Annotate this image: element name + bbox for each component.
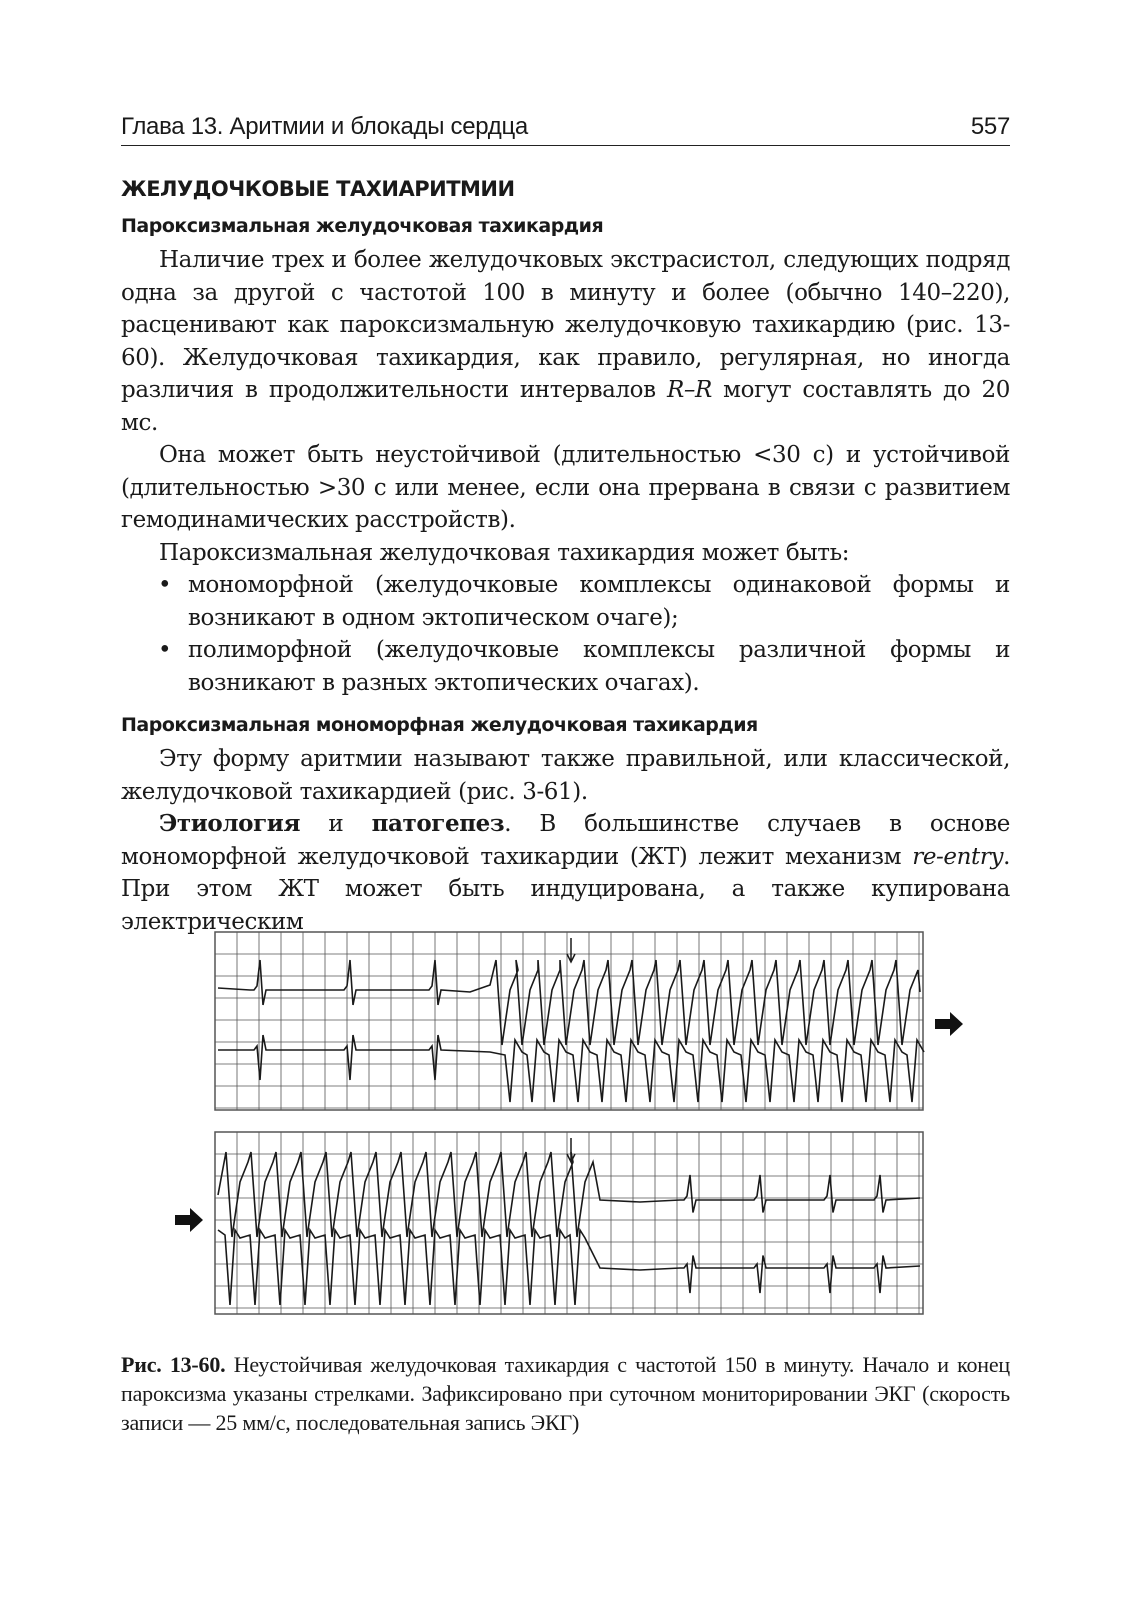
rr-interval-term: R–R <box>666 377 712 403</box>
arrow-right-icon <box>935 1012 963 1036</box>
subsection-title-2: Пароксизмальная мономорфная желудочковая тахикардия <box>121 714 758 736</box>
arrow-right-icon <box>175 1208 203 1232</box>
ecg-strip-bottom <box>215 1132 923 1314</box>
running-head <box>121 111 1010 146</box>
ecg-figure <box>170 930 970 1320</box>
ecg-strip-top <box>215 932 924 1110</box>
paragraph-etiology <box>121 808 1010 938</box>
page-number: 557 <box>970 113 1010 140</box>
figure-caption <box>121 1350 1010 1437</box>
list-item-text: мономорфной (желудочковые комплексы одинаковой формы и возникают в одном эктопическом очаге); <box>188 572 1010 631</box>
list-item <box>121 569 1010 634</box>
paragraph-text: . При этом ЖТ может быть индуцирована, а также купирована электрическим <box>121 843 1010 935</box>
paragraph-text: . В большинстве случаев в основе мономорфной желудочковой тахикардии (ЖТ) лежит механизм <box>121 811 1010 870</box>
subsection-title-1: Пароксизмальная желудочковая тахикардия <box>121 215 604 237</box>
paragraph-types-intro: Пароксизмальная желудочковая тахикардия может быть: <box>159 539 850 566</box>
section-title: ЖЕЛУДОЧКОВЫЕ ТАХИАРИТМИИ <box>121 177 515 201</box>
main-text <box>121 170 1010 938</box>
list-item-text: полиморфной (желудочковые комплексы различной формы и возникают в разных эктопических очагах). <box>188 637 1010 696</box>
types-list <box>121 569 1010 699</box>
paragraph-definition <box>121 244 1010 439</box>
paragraph-text: и <box>300 811 372 837</box>
term-pathogenesis: патогепез <box>371 810 505 837</box>
chapter-title: Глава 13. Аритмии и блокады сердца <box>121 113 528 140</box>
paragraph-classic: Эту форму аритмии называют также правильной, или классической, желудочковой тахикардией (рис. 3-61). <box>121 746 1010 805</box>
figure-label: Рис. 13-60. <box>121 1352 226 1377</box>
paragraph-duration: Она может быть неустойчивой (длительностью <30 с) и устойчивой (длительностью >30 с или менее, если она прервана в связи с развитием гемодинамических расстройств). <box>121 442 1010 533</box>
re-entry-term: re-entry <box>912 843 1004 870</box>
bullet-icon: • <box>158 637 172 663</box>
figure-caption-text: Неустойчивая желудочковая тахикардия с частотой 150 в минуту. Начало и конец пароксизма указаны стрелками. Зафиксировано при суточном мониторировании ЭКГ (скорость записи — 25 мм/с, последовательная запись ЭКГ) <box>121 1352 1010 1435</box>
bullet-icon: • <box>158 572 172 598</box>
paragraph-text: могут составлять до 20 мс. <box>121 377 1010 436</box>
ecg-image <box>170 930 970 1320</box>
paragraph-text: Наличие трех и более желудочковых экстрасистол, следующих подряд одна за другой с частотой 100 в минуту и более (обычно 140–220), расценивают как пароксизмальную желудочковую тахикардию (рис. 13-60). Желудочковая тахикардия, как правило, регулярная, но иногда различия в продолжительности интервалов <box>121 247 1010 403</box>
list-item <box>121 634 1010 699</box>
term-etiology: Этиология <box>159 810 301 837</box>
